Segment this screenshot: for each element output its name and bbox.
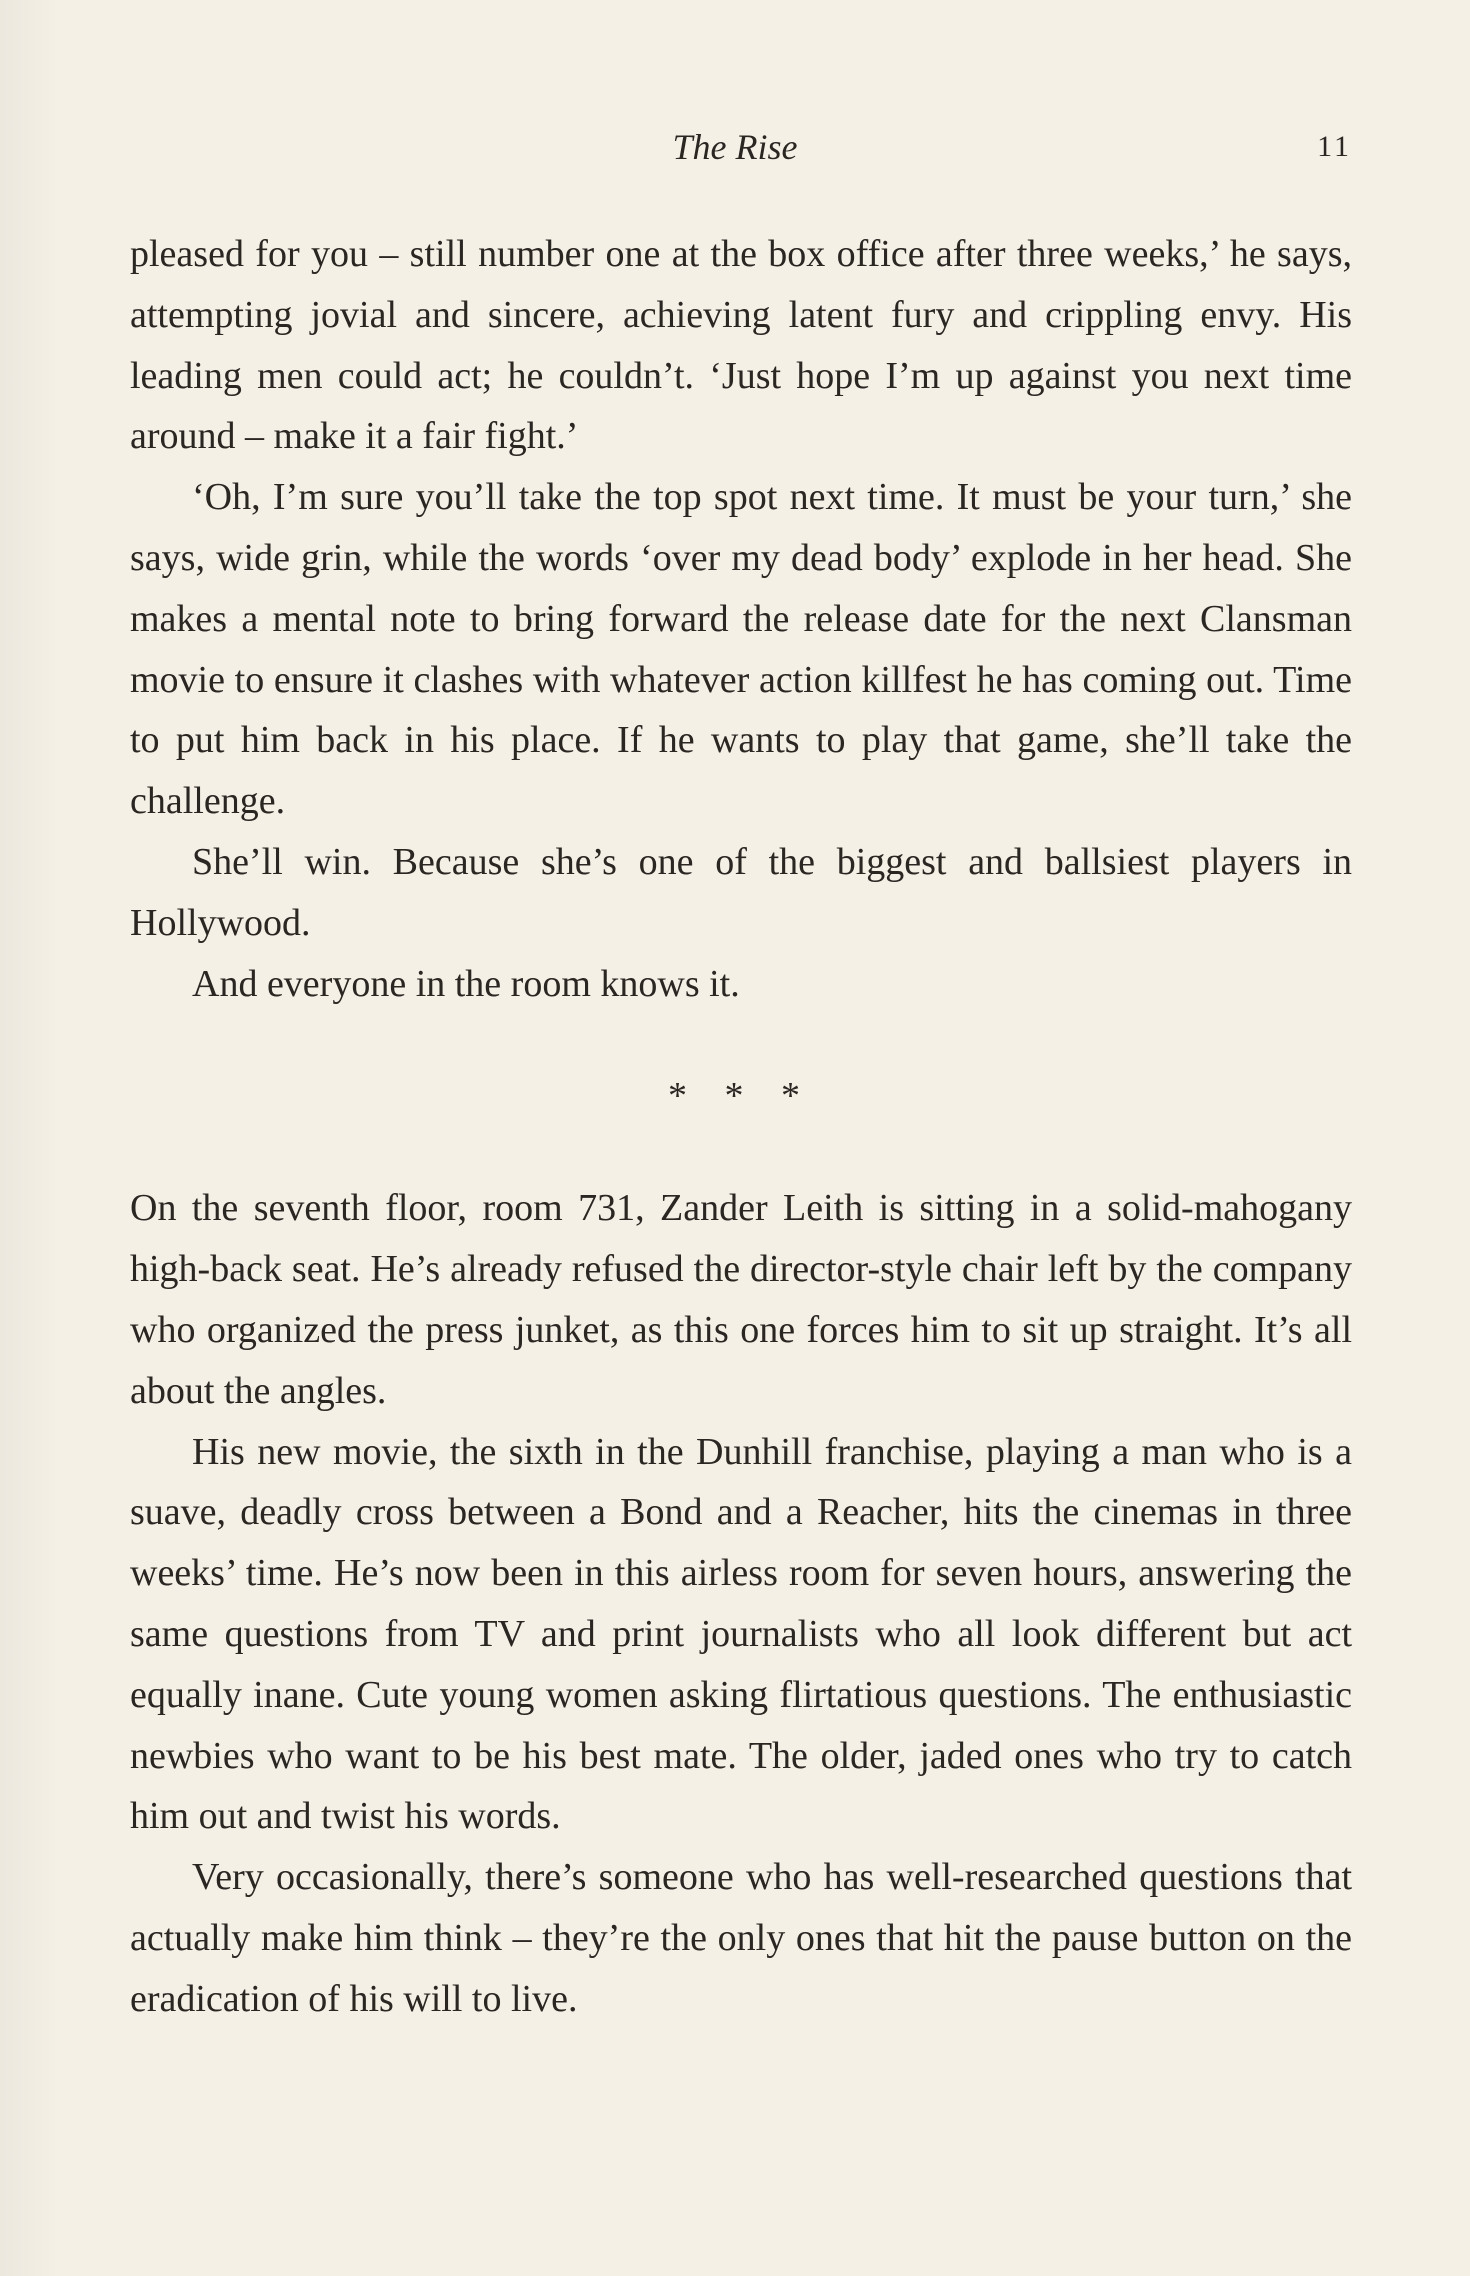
paragraph: And everyone in the room knows it. (192, 962, 740, 1005)
paragraph: Very occasionally, there’s someone who has well-researched questions that actually make him think – they’re the only ones that hit the pause button on the eradication of his will to live. (130, 1856, 1352, 2020)
paragraph: ‘Oh, I’m sure you’ll take the top spot next time. It must be your turn,’ she says, wide grin, while the words ‘over my dead body’ explode in her head. She makes a mental note to bring forward the release date for the next Clansman movie to ensure it clashes with whatever action killfest he has coming out. Time to put him back in his place. If he wants to play that game, she’ll take the challenge. (130, 476, 1352, 823)
running-head (0, 122, 1470, 172)
paragraph: His new movie, the sixth in the Dunhill franchise, playing a man who is a suave, deadly cross between a Bond and a Reacher, hits the cinemas in three weeks’ time. He’s now been in this airless room for seven hours, answering the same questions from TV and print journalists who all look different but act equally inane. Cute young women asking flirtatious questions. The enthusiastic newbies who want to be his best mate. The older, jaded ones who try to catch him out and twist his words. (130, 1430, 1352, 1838)
running-title: The Rise (672, 127, 798, 167)
body-text (130, 224, 1352, 2030)
page-gutter-shadow (0, 0, 60, 2276)
section-break: * * * (668, 1075, 814, 1118)
page-number: 11 (1317, 130, 1352, 163)
paragraph: She’ll win. Because she’s one of the biggest and ballsiest players in Hollywood. (130, 840, 1352, 944)
paragraph-continuation: pleased for you – still number one at the box office after three weeks,’ he says, attempting jovial and sincere, achieving latent fury and crippling envy. His leading men could act; he couldn’t. ‘Just hope I’m up against you next time around – make it a fair fight.’ (130, 233, 1352, 458)
paragraph-section-start: On the seventh floor, room 731, Zander Leith is sitting in a solid-mahogany high-back seat. He’s already refused the director-style chair left by the company who organized the press junket, as this one forces him to sit up straight. It’s all about the angles. (130, 1187, 1352, 1412)
